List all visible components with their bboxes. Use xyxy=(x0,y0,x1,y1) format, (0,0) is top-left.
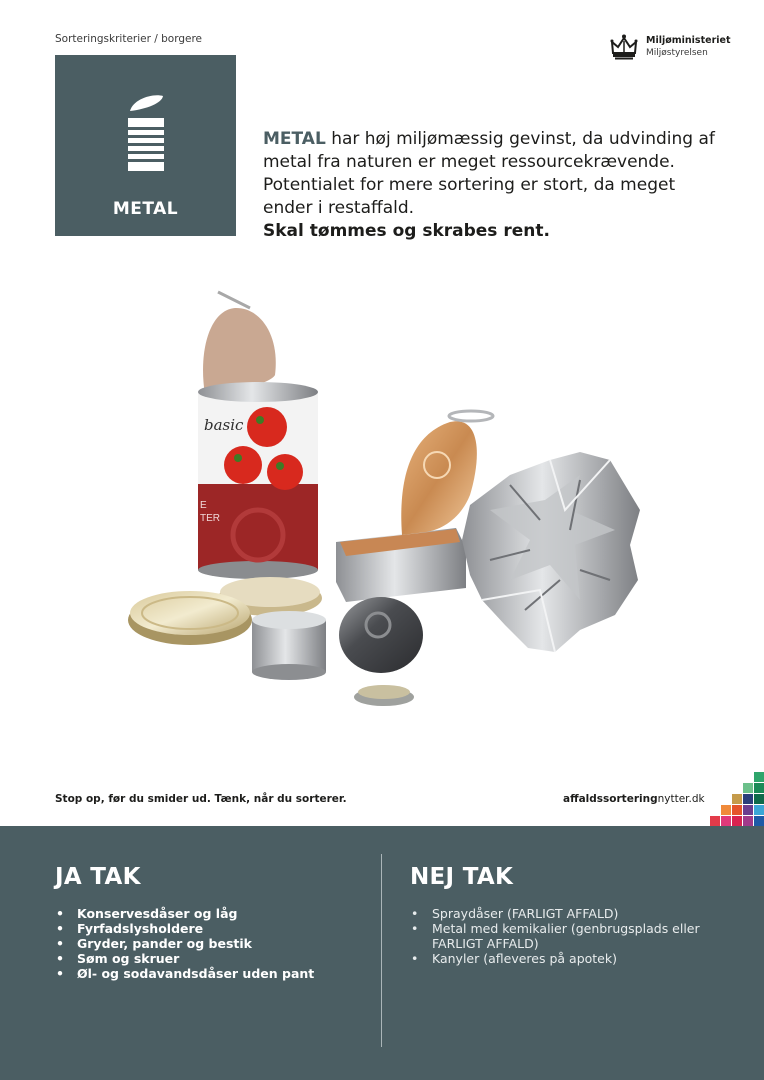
tagline: Stop op, før du smider ud. Tænk, når du sorterer. xyxy=(55,793,347,805)
can-label-line-1: E xyxy=(200,500,207,511)
no-item: • Kanyler (afleveres på apotek) xyxy=(410,951,730,966)
no-column xyxy=(410,864,730,966)
website-rest: nytter.dk xyxy=(657,793,705,805)
yes-item: • Søm og skruer xyxy=(55,951,365,966)
category-tile xyxy=(55,55,236,236)
bottle-cap xyxy=(354,685,414,706)
can-label-line-2: TER xyxy=(200,513,220,524)
no-list xyxy=(410,906,730,966)
yes-item: • Konservesdåser og låg xyxy=(55,906,365,921)
yes-column xyxy=(55,864,365,981)
ministry-logo xyxy=(609,33,731,61)
metal-can-icon xyxy=(125,93,167,173)
product-photo xyxy=(110,280,690,720)
can-brand: basic xyxy=(204,416,244,434)
yes-item: • Gryder, pander og bestik xyxy=(55,936,365,951)
category-title: METAL xyxy=(112,199,179,219)
no-title: NEJ TAK xyxy=(410,864,514,890)
no-item: • Spraydåser (FARLIGT AFFALD) xyxy=(410,906,730,921)
crown-icon xyxy=(609,33,639,61)
yes-list xyxy=(55,906,365,981)
column-divider xyxy=(381,854,382,1047)
yes-item: • Øl- og sodavandsdåser uden pant xyxy=(55,966,365,981)
ministry-name: Miljøministeriet xyxy=(646,35,731,46)
yes-item: • Fyrfadslysholdere xyxy=(55,921,365,936)
tealight-holder xyxy=(252,611,326,680)
tomato-can xyxy=(198,382,318,579)
intro-emphasis: Skal tømmes og skrabes rent. xyxy=(263,221,550,241)
sardine-tin xyxy=(336,411,493,602)
intro-body: har høj miljømæssig gevinst, da udvinding af metal fra naturen er meget ressourcekrævende. Potentialet for mere sortering er stort, da meget ender i restaffald. xyxy=(263,129,715,218)
can-lid xyxy=(203,292,276,395)
dark-can-end xyxy=(339,597,423,673)
ministry-agency: Miljøstyrelsen xyxy=(646,48,708,58)
yes-title: JA TAK xyxy=(55,864,141,890)
intro-text xyxy=(263,128,723,243)
pixel-graphic xyxy=(708,772,764,826)
website-link[interactable] xyxy=(563,793,705,805)
aluminium-foil xyxy=(462,452,640,652)
sorting-panel xyxy=(0,826,764,1080)
no-item: • Metal med kemikalier (genbrugsplads eller FARLIGT AFFALD) xyxy=(410,921,730,951)
website-bold: affaldssortering xyxy=(563,793,658,805)
breadcrumb: Sorteringskriterier / borgere xyxy=(55,33,203,45)
intro-keyword: METAL xyxy=(263,129,326,149)
